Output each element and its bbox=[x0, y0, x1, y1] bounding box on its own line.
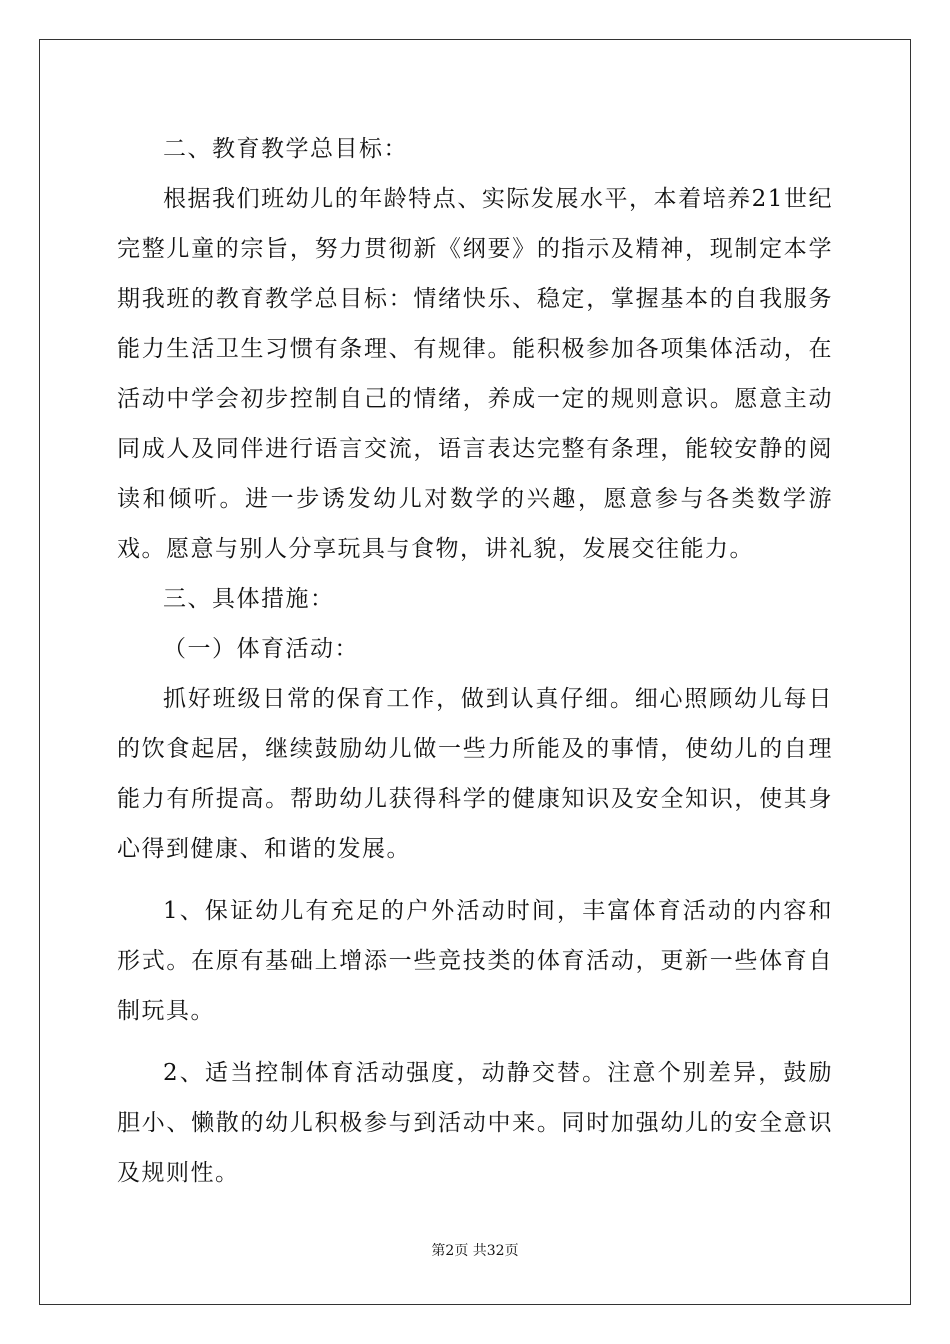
paragraph-goals: 根据我们班幼儿的年龄特点、实际发展水平，本着培养21世纪完整儿童的宗旨，努力贯彻新《纲要》的指示及精神，现制定本学期我班的教育教学总目标：情绪快乐、稳定，掌握基本的自我服务能力生活卫生习惯有条理、有规律。能积极参加各项集体活动，在活动中学会初步控制自己的情绪，养成一定的规则意识。愿意主动同成人及同伴进行语言交流，语言表达完整有条理，能较安静的阅读和倾听。进一步诱发幼儿对数学的兴趣，愿意参与各类数学游戏。愿意与别人分享玩具与食物，讲礼貌，发展交往能力。 bbox=[117, 186, 833, 562]
section-heading-measures: 三、具体措施： bbox=[163, 586, 335, 612]
subheading-physical-activities: （一）体育活动： bbox=[163, 636, 359, 662]
document-body bbox=[117, 124, 833, 1198]
section-heading-goals: 二、教育教学总目标： bbox=[163, 136, 408, 162]
paragraph-item-1: 1、保证幼儿有充足的户外活动时间，丰富体育活动的内容和形式。在原有基础上增添一些竞技类的体育活动，更新一些体育自制玩具。 bbox=[117, 898, 833, 1024]
paragraph-care-work: 抓好班级日常的保育工作，做到认真仔细。细心照顾幼儿每日的饮食起居，继续鼓励幼儿做一些力所能及的事情，使幼儿的自理能力有所提高。帮助幼儿获得科学的健康知识及安全知识，使其身心得到健康、和谐的发展。 bbox=[117, 686, 833, 862]
page-number-footer: 第2页 共32页 bbox=[431, 1243, 519, 1259]
paragraph-item-2: 2、适当控制体育活动强度，动静交替。注意个别差异，鼓励胆小、懒散的幼儿积极参与到活动中来。同时加强幼儿的安全意识及规则性。 bbox=[117, 1060, 833, 1186]
